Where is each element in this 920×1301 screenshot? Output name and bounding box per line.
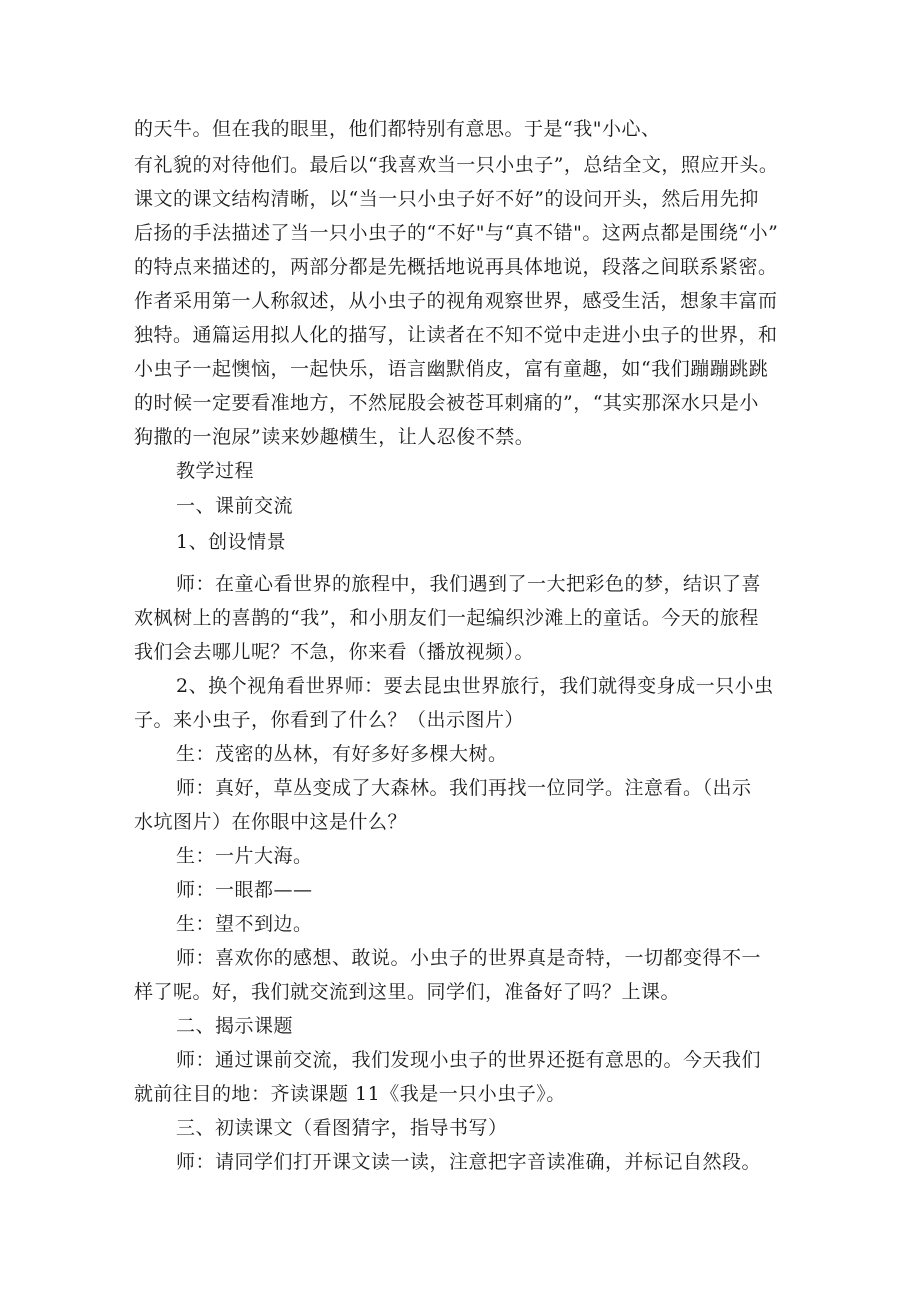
subsection-heading: 1、创设情景	[176, 531, 287, 553]
text-line: 独特。通篇运用拟人化的描写，让读者在不知不觉中走进小虫子的世界，和	[134, 324, 778, 346]
text-line: 作者采用第一人称叙述，从小虫子的视角观察世界，感受生活，想象丰富而	[134, 290, 778, 312]
text-line: 生：一片大海。	[176, 845, 313, 867]
text-line: 生：茂密的丛林，有好多好多棵大树。	[176, 743, 508, 765]
text-line: 水坑图片）在你眼中这是什么？	[134, 811, 408, 833]
text-line: 我们会去哪儿呢？不急，你来看（播放视频）。	[134, 641, 535, 663]
text-line: 生：望不到边。	[176, 913, 313, 935]
text-line: 课文的课文结构清晰，以“当一只小虫子好不好”的设问开头，然后用先抑	[134, 188, 759, 210]
text-line: 有礼貌的对待他们。最后以“我喜欢当一只小虫子”，总结全文，照应开头。	[134, 154, 779, 176]
text-line: 子。来小虫子，你看到了什么？（出示图片）	[134, 709, 525, 731]
text-line: 的时候一定要看准地方，不然屁股会被苍耳刺痛的”，“其实那深水只是小	[134, 392, 759, 414]
text-line: 师：通过课前交流，我们发现小虫子的世界还挺有意思的。今天我们	[176, 1049, 762, 1071]
text-line: 师：一眼都——	[176, 879, 313, 901]
text-line: 师：在童心看世界的旅程中，我们遇到了一大把彩色的梦，结识了喜	[176, 573, 762, 595]
text-line: 的天牛。但在我的眼里，他们都特别有意思。于是“我"小心、	[134, 118, 661, 140]
text-line: 后扬的手法描述了当一只小虫子的“不好"与“真不错"。这两点都是围绕“小”	[134, 222, 779, 244]
text-line: 小虫子一起懊恼，一起快乐，语言幽默俏皮，富有童趣，如“我们蹦蹦跳跳	[134, 358, 769, 380]
text-line: 师：请同学们打开课文读一读，注意把字音读准确，并标记自然段。	[176, 1151, 762, 1173]
section-heading: 一、课前交流	[176, 495, 294, 517]
section-heading: 三、初读课文（看图猜字，指导书写）	[176, 1117, 508, 1139]
text-line: 欢枫树上的喜鹊的“我”，和小朋友们一起编织沙滩上的童话。今天的旅程	[134, 607, 759, 629]
section-heading: 教学过程	[176, 460, 255, 482]
text-line: 的特点来描述的，两部分都是先概括地说再具体地说，段落之间联系紧密。	[134, 256, 778, 278]
text-line: 师：喜欢你的感想、敢说。小虫子的世界真是奇特，一切都变得不一	[176, 947, 762, 969]
text-line: 2、换个视角看世界师：要去昆虫世界旅行，我们就得变身成一只小虫	[176, 675, 774, 697]
text-line: 狗撒的一泡尿”读来妙趣横生，让人忍俊不禁。	[134, 426, 535, 448]
text-line: 样了呢。好，我们就交流到这里。同学们，准备好了吗？上课。	[134, 981, 681, 1003]
text-line: 师：真好，草丛变成了大森林。我们再找一位同学。注意看。（出示	[176, 777, 752, 799]
section-heading: 二、揭示课题	[176, 1015, 294, 1037]
text-line: 就前往目的地：齐读课题 11《我是一只小虫子》。	[134, 1083, 566, 1105]
